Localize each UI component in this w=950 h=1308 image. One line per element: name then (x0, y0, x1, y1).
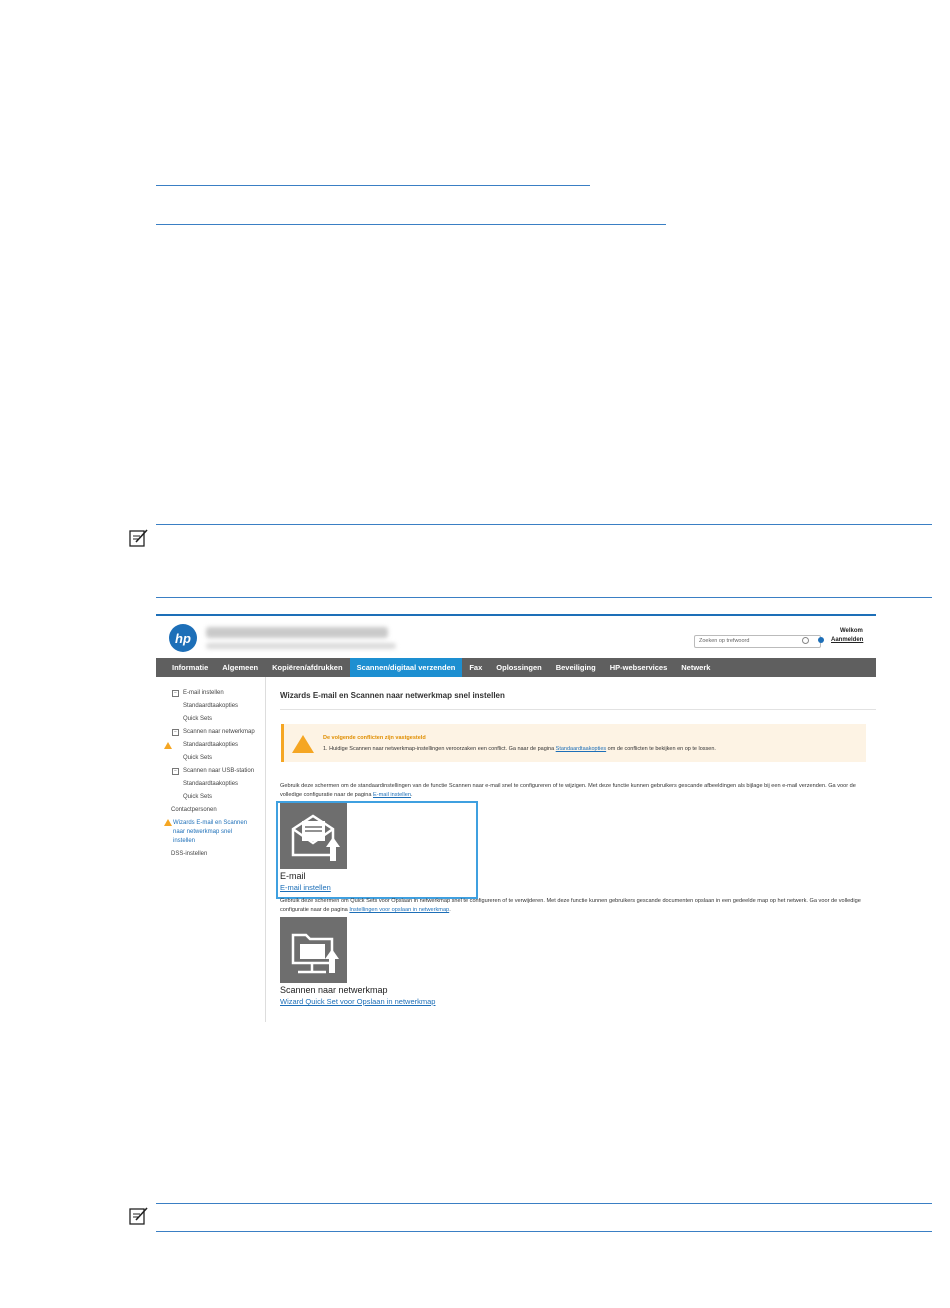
sidebar-item-wizards-line3[interactable]: instellen (173, 838, 196, 844)
note-divider-bottom (156, 1231, 932, 1232)
page-title: Wizards E-mail en Scannen naar netwerkmap snel instellen (280, 691, 505, 700)
email-tile-label: E-mail (280, 871, 306, 881)
warning-icon (164, 742, 172, 749)
email-description: Gebruik deze schermen om de standaardinstellingen van de functie Scannen naar e-mail snel te configureren of te wijzigen. Met deze functie kunnen gebruikers gescande afbeeldingen als bijlage bij een e-mail verzenden. Ga voor de volledige configuratie naar de pagina E-mail instellen. (280, 783, 856, 798)
sidebar-item-email-defaults[interactable]: Standaardtaakopties (183, 703, 239, 709)
sidebar-item-dss[interactable]: DSS-instellen (171, 851, 208, 857)
network-folder-icon (280, 917, 347, 983)
email-tile[interactable] (280, 803, 347, 869)
warning-icon (164, 819, 172, 826)
sidebar-item-usb-defaults[interactable]: Standaardtaakopties (183, 781, 239, 787)
sidebar-item-wizards-line2[interactable]: naar netwerkmap snel (173, 829, 233, 835)
collapse-icon[interactable]: − (172, 768, 179, 775)
tab-kopieren-afdrukken[interactable]: Kopiëren/afdrukken (272, 663, 343, 672)
warning-link[interactable]: Standaardtaakopties (555, 746, 607, 752)
warning-heading: De volgende conflicten zijn vastgesteld (323, 735, 426, 741)
tab-netwerk[interactable]: Netwerk (681, 663, 711, 672)
sidebar-item-usb-quicksets[interactable]: Quick Sets (183, 794, 213, 800)
sidebar-item-email-quicksets[interactable]: Quick Sets (183, 716, 213, 722)
sidebar-item-network-folder[interactable]: Scannen naar netwerkmap (183, 729, 255, 735)
login-icon[interactable] (818, 637, 824, 643)
sidebar-item-contacts[interactable]: Contactpersonen (171, 807, 217, 813)
printer-info-blurred (206, 643, 396, 649)
nav-bar (156, 658, 876, 677)
search-icon[interactable] (802, 637, 809, 644)
login-link[interactable]: Aanmelden (831, 637, 864, 643)
tab-hp-webservices[interactable]: HP-webservices (609, 663, 668, 672)
welcome-text: Welkom (840, 628, 863, 634)
document-link-underline-2[interactable] (156, 224, 666, 225)
network-folder-settings-link[interactable]: Instellingen voor opslaan in netwerkmap (349, 907, 450, 913)
tab-scannen-digitaal-verzenden[interactable]: Scannen/digitaal verzenden (350, 658, 463, 677)
email-envelope-icon (280, 803, 347, 869)
ews-screenshot (156, 614, 876, 1022)
warning-icon (292, 735, 314, 753)
sidebar-item-email-setup[interactable]: E-mail instellen (183, 690, 224, 696)
email-setup-tile-link[interactable]: E-mail instellen (280, 883, 331, 892)
warning-text: 1. Huidige Scannen naar netwerkmap-instellingen veroorzaken een conflict. Ga naar de pagina Standaardtaakopties om de conflicten te bekijken en op te lossen. (323, 746, 716, 752)
note-divider-bottom (156, 597, 932, 598)
title-divider (280, 709, 876, 710)
sidebar-item-network-quicksets[interactable]: Quick Sets (183, 755, 213, 761)
note-divider-top (156, 1203, 932, 1204)
tab-informatie[interactable]: Informatie (172, 663, 209, 672)
network-folder-description: Gebruik deze schermen om Quick Sets voor Opslaan in netwerkmap snel te configureren of te verwijderen. Met deze functie kunnen gebruikers gescande documenten opslaan in een gedeelde map op het netwerk. Ga voor de volledige configuratie naar de pagina Instellingen voor opslaan in netwerkmap. (280, 898, 861, 913)
warning-banner (281, 724, 866, 762)
sidebar (156, 677, 266, 1022)
collapse-icon[interactable]: − (172, 690, 179, 697)
note-divider-top (156, 524, 932, 525)
printer-name-blurred (206, 627, 388, 638)
email-setup-link[interactable]: E-mail instellen (373, 792, 411, 798)
network-folder-tile[interactable] (280, 917, 347, 983)
sidebar-item-usb[interactable]: Scannen naar USB-station (183, 768, 255, 774)
document-link-underline-1[interactable] (156, 185, 590, 186)
tab-fax[interactable]: Fax (469, 663, 483, 672)
sidebar-item-wizards[interactable]: Wizards E-mail en Scannen (173, 820, 248, 826)
tab-algemeen[interactable]: Algemeen (222, 663, 259, 672)
tab-oplossingen[interactable]: Oplossingen (496, 663, 542, 672)
sidebar-item-network-defaults[interactable]: Standaardtaakopties (183, 742, 239, 748)
hp-logo: hp (169, 624, 197, 652)
collapse-icon[interactable]: − (172, 729, 179, 736)
note-icon (128, 1206, 150, 1226)
tab-beveiliging[interactable]: Beveiliging (555, 663, 596, 672)
note-icon (128, 528, 150, 548)
search-input[interactable]: Zoeken op trefwoord (694, 635, 821, 648)
network-folder-wizard-link[interactable]: Wizard Quick Set voor Opslaan in netwerkmap (280, 997, 436, 1006)
network-folder-tile-label: Scannen naar netwerkmap (280, 985, 388, 995)
